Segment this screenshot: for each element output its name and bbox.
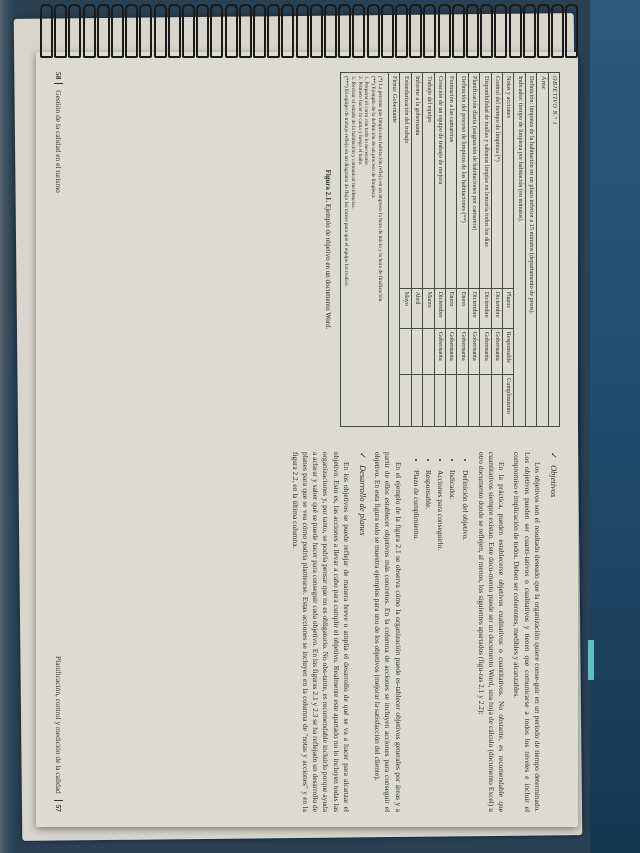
spiral-coil [111,4,124,58]
spiral-coil [509,4,522,58]
figure-label: Figura 2.1. [324,169,333,203]
spiral-coil [54,4,67,58]
cell: Gobernanta [445,328,456,374]
cell [411,328,422,374]
running-title: Planificación, control y medición de la calidad [54,656,63,794]
table-row [457,73,468,427]
spiral-coil [310,4,323,58]
spiral-coil [537,4,550,58]
spiral-coil [452,4,465,58]
spiral-coil [196,4,209,58]
cell [400,375,411,427]
spiral-binding [40,4,600,58]
list-item: • Plazo de cumplimiento. [411,470,421,812]
objective-table [340,72,560,427]
cell: Gobernanta [457,328,468,374]
spiral-coil [423,4,436,58]
page-tab-marker [588,640,594,680]
list-item: • Acciones para conseguirlo. [435,470,445,812]
note-line: (*) La persona que limpia una habitación refleja en un impreso la hora de inicio y la hora de finalización. [376,76,383,303]
spiral-coil [125,4,138,58]
page-57 [60,452,560,812]
header-cell: Responsable [502,328,513,374]
cell: Diciembre [491,288,502,328]
header-cell: Plazos [502,288,513,328]
table-row [445,73,456,427]
cell: Trabajo del equipo [423,73,434,289]
cell: Formación a las camareras [445,73,456,289]
spiral-coil [182,4,195,58]
list-item: • Indicador. [447,470,457,812]
spiral-coil [395,4,408,58]
spiral-coil [296,4,309,58]
spiral-coil [494,4,507,58]
section-heading [357,452,367,812]
spiral-coil [68,4,81,58]
table-row [491,73,502,427]
table-row [480,73,491,427]
table-header-row [502,73,513,427]
cell: Creación de un equipo de trabajo de mejora [434,73,445,289]
list-item: • Definición del objetivo. [459,470,469,812]
spiral-coil [154,4,167,58]
cell [423,375,434,427]
spiral-coil [281,4,294,58]
spiral-coil [381,4,394,58]
spiral-coil [409,4,422,58]
cell: Enero [457,288,468,328]
table-area: Área: [537,73,548,427]
cell [457,375,468,427]
paragraph: En la práctica, pueden establecerse objetivos cualitativos o cuantitativos. No obstante, es recomendable que cuantitativos siempre existan. Este docu-mento puede ser un documento Word, una hoja de cálculo (documento Excel) u otro documento donde se reflejen, al menos, los siguientes apartados (figu-ras 2.1 y 2.2): [476,452,507,812]
spiral-coil [97,4,110,58]
open-book-page [36,52,578,827]
spiral-coil [324,4,337,58]
cell: Marzo [423,288,434,328]
section-title: Objetivos [549,465,558,498]
rotated-spread [36,52,578,827]
cell: Diciembre [434,288,445,328]
table-row [468,73,479,427]
cell [411,375,422,427]
cell: Gobernanta [480,328,491,374]
table-row [400,73,411,427]
spiral-coil [367,4,380,58]
cell: Gobernanta [468,328,479,374]
cell [468,375,479,427]
spiral-coil [253,4,266,58]
header-cell: Cumplimiento [502,375,513,427]
spiral-coil [438,4,451,58]
list-item: • Responsable. [423,470,433,812]
cell [400,328,411,374]
paragraph: Los objetivos son el resultado deseado que la organización quiere conse-guir en un período de tiempo determinado. Los objetivos pueden ser cuanti-tativos o cualitativos y tienen que comunicarse a todos los niveles e incluir el compromiso e implicación de todos. Deben ser coherentes, medibles y alcanzables. [512,452,542,812]
cell: Gobernanta [491,328,502,374]
page-number: 57 [54,800,63,812]
table-indicator: Indicador: tiempo de limpieza por habitación (en minutos). [514,73,525,427]
cell: Mayo [400,288,411,328]
bullet-list [411,470,470,812]
cell: Informe a la gobernanta [411,73,422,289]
cell: Enero [445,288,456,328]
cell [423,328,434,374]
approval-cell: Firma: Gobernante [388,73,399,427]
note-line: (***) El equipo de trabajo refleja en un diagrama de flujo las tareas para que el equipo las realice. [342,76,349,287]
spiral-coil [480,4,493,58]
spiral-coil [225,4,238,58]
cell: Abril [411,288,422,328]
page-number: 58 [54,72,63,84]
cell: Definición del proceso de limpieza de las habitaciones (**) [457,73,468,289]
page-57-footer [54,452,63,812]
cell: Planificación diaria (asignación de habitaciones por camarera) [468,73,479,289]
cell: Control del tiempo de limpieza (*) [491,73,502,289]
cell [434,375,445,427]
header-cell: Notas y acciones [502,73,513,289]
figure-caption [324,72,332,427]
check-icon: ✓ [357,452,367,460]
spiral-coil [565,4,578,58]
spiral-coil [139,4,152,58]
spiral-coil [168,4,181,58]
cell [491,375,502,427]
spiral-coil [352,4,365,58]
table-row [423,73,434,427]
paragraph: En el ejemplo de la figura 2.1 se observa cómo la organización puede es-tablecer objetivos generales por áreas y a partir de ellos establecer objetivos más concretos. En la columna de acciones se incluyen acciones para conseguir el objetivo. En esta figura solo se muestra ejemplos para uno de los objetivos (mejorar la satisfacción del cliente). [373,452,403,812]
spiral-coil [239,4,252,58]
spiral-coil [551,4,564,58]
spiral-coil [210,4,223,58]
note-line: (**) Ejemplo de la definición de un proceso de limpieza: [370,76,377,199]
paragraph: En los objetivos se puede reflejar de manera breve o amplia el desarrollo de qué se va a hacer para alcanzar el objetivo. Esto es, las acciones a llevar a cabo para cumplir el objetivo. Realmente este apartado no lo incluyen todas las organizaciones y, por tanto, se podría pensar que no es obligatorio. No obs-tante, es recomendable incluirlo porque ayuda a aclarar y saber qué se puede hacer para conseguir cada objetivo. En las figuras 2.1 y 2.3 se ha reflejado un desarrollo de planes para que se vea cómo podría plantearse. Estas acciones se incluyen en la columna de "notas y acciones" y en la figura 2.2, en la última columna. [290,452,351,812]
spiral-coil [523,4,536,58]
note-line: 1. Preparar el carro con todo lo necesario. [363,76,370,166]
note-line: 2. Primero hacer la cama y luego el baño. [356,76,363,166]
table-row [411,73,422,427]
cell: Disponibilidad de toallas y sábanas limpias en lencería todos los días [480,73,491,289]
figure-caption-text: Ejemplo de objetivo en un documento Word. [324,203,333,330]
cell: Estandarización del trabajo [400,73,411,289]
section-title: Desarrollo de planes [357,465,367,536]
table-row [434,73,445,427]
cell [480,375,491,427]
page-58 [60,72,560,427]
notes-cell [341,73,389,427]
table-notes [342,76,383,423]
spiral-coil [338,4,351,58]
spiral-coil [466,4,479,58]
spiral-coil [267,4,280,58]
table-surface [590,0,640,853]
table-definition: Definición: limpieza de la habitación en un plazo inferior a 15 minutos (departamento de pisos). [525,73,536,427]
check-icon: ✓ [549,452,558,460]
spiral-coil [83,4,96,58]
cell [445,375,456,427]
cell: Gobernanta [434,328,445,374]
section-heading [548,452,558,812]
note-line: 3. Revisar el estado de la habitación y comunicar incidencias. [349,76,356,209]
cell: Diciembre [468,288,479,328]
page-58-footer [54,72,63,427]
table-title: OBJETIVO N.º 1 [548,73,559,427]
spiral-coil [40,4,53,58]
running-title: Gestión de la calidad en el turismo [54,90,63,193]
cell: Diciembre [480,288,491,328]
